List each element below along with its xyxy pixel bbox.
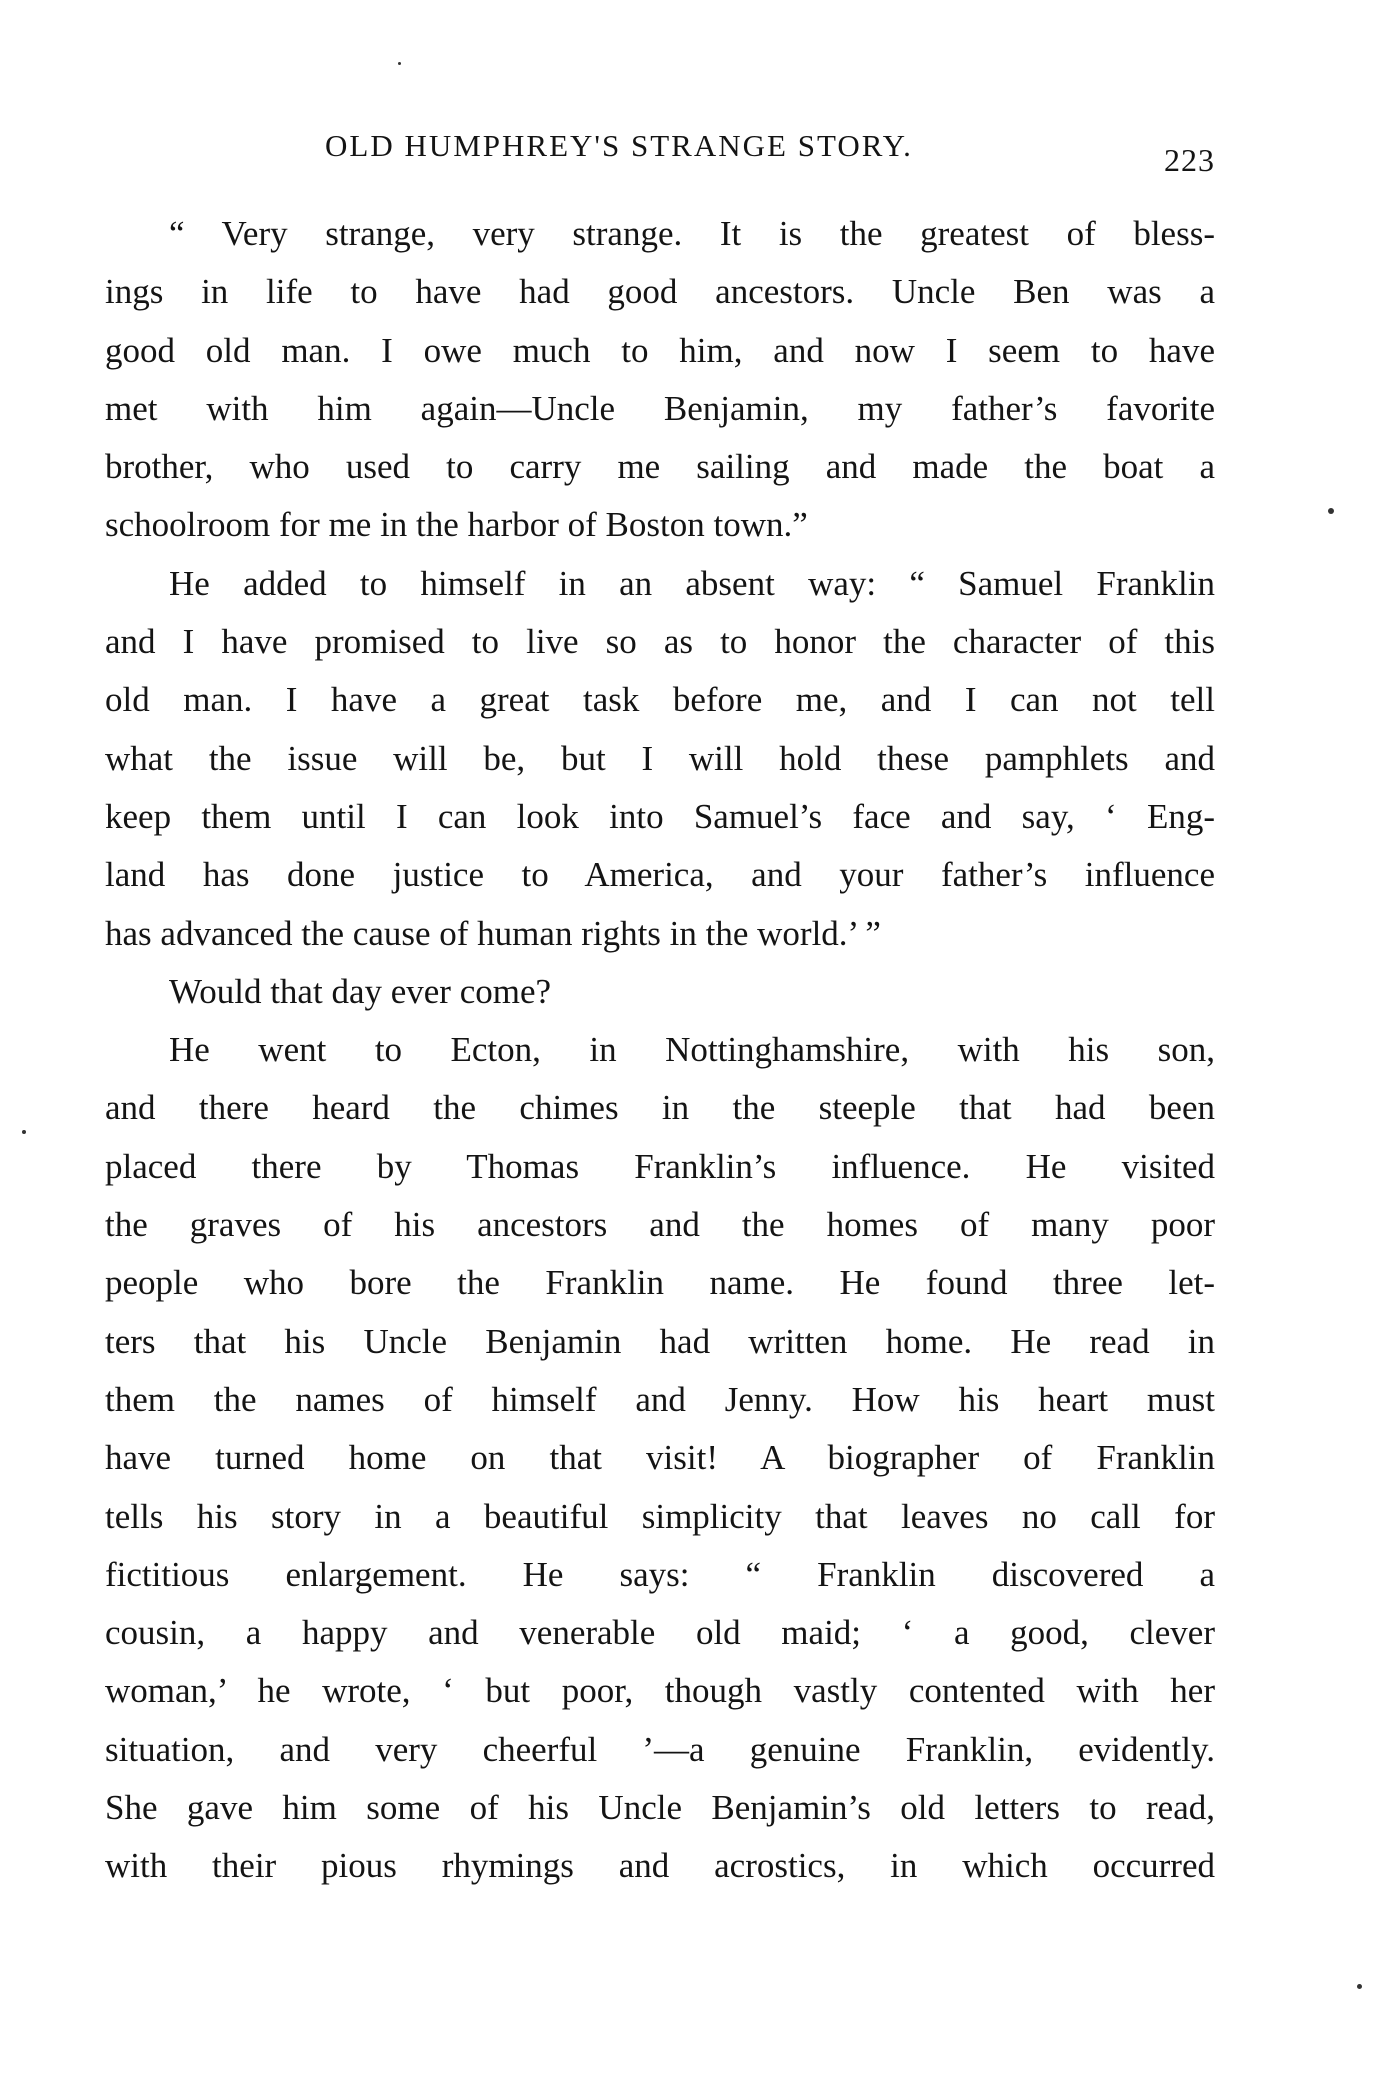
text-line: ters that his Uncle Benjamin had written home. He read in [105,1321,1215,1361]
text-line: old man. I have a great task before me, and I can not tell [105,680,1215,720]
page-number: 223 [1164,142,1215,178]
text-line: He went to Ecton, in Nottinghamshire, with his son, [169,1030,1215,1070]
text-line: with their pious rhymings and acrostics, in which occurred [105,1846,1215,1886]
text-line: has advanced the cause of human rights in the world.’ ” [105,913,881,953]
text-line: placed there by Thomas Franklin’s influence. He visited [105,1146,1215,1186]
text-line: good old man. I owe much to him, and now I seem to have [105,330,1215,370]
text-line: “ Very strange, very strange. It is the greatest of bless- [169,214,1215,253]
text-line: schoolroom for me in the harbor of Boston town.” [105,505,808,545]
text-line: them the names of himself and Jenny. How his heart must [105,1379,1215,1419]
body-text [105,205,1215,1896]
text-line: cousin, a happy and venerable old maid; ‘ a good, clever [105,1613,1215,1653]
scan-speck [1328,508,1334,514]
text-line: what the issue will be, but I will hold these pamphlets and [105,738,1215,778]
text-line: and there heard the chimes in the steeple that had been [105,1088,1215,1128]
text-line: Would that day ever come? [169,971,552,1011]
text-line: ings in life to have had good ancestors. Uncle Ben was a [105,272,1215,312]
text-line: keep them until I can look into Samuel’s face and say, ‘ Eng- [105,796,1215,836]
text-line: the graves of his ancestors and the homes of many poor [105,1205,1215,1245]
running-title: OLD HUMPHREY'S STRANGE STORY. [325,128,913,163]
text-line: and I have promised to live so as to honor the character of this [105,622,1215,662]
text-line: brother, who used to carry me sailing and made the boat a [105,447,1215,487]
scan-speck [22,1130,26,1134]
scan-speck [398,62,401,65]
text-line: people who bore the Franklin name. He found three let- [105,1263,1215,1303]
text-line: woman,’ he wrote, ‘ but poor, though vastly contented with her [105,1671,1215,1711]
text-line: tells his story in a beautiful simplicity that leaves no call for [105,1496,1215,1536]
scan-speck [1357,1984,1362,1989]
text-line: fictitious enlargement. He says: “ Franklin discovered a [105,1554,1215,1594]
text-line: situation, and very cheerful ’—a genuine Franklin, evidently. [105,1729,1215,1769]
text-line: land has done justice to America, and your father’s influence [105,855,1215,895]
text-line: She gave him some of his Uncle Benjamin’s old letters to read, [105,1788,1215,1828]
running-head [105,128,1215,178]
text-line: He added to himself in an absent way: “ Samuel Franklin [169,563,1215,603]
text-line: have turned home on that visit! A biographer of Franklin [105,1438,1215,1478]
text-line: met with him again—Uncle Benjamin, my father’s favorite [105,388,1215,428]
